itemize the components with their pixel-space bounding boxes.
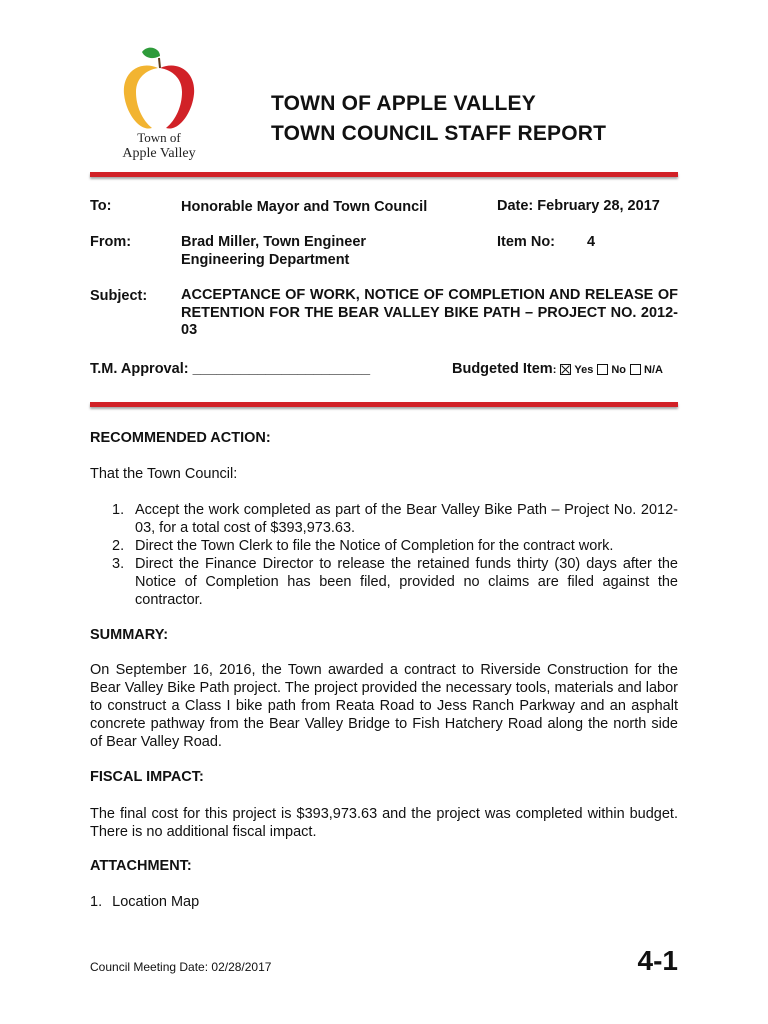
recommended-intro: That the Town Council: [90,466,238,482]
subject-text: ACCEPTANCE OF WORK, NOTICE OF COMPLETION AND RELEASE OF RETENTION FOR THE BEAR VALLEY BIKE PATH – PROJECT NO. 2012-03 [181,287,678,338]
subject-label: Subject: [90,288,148,304]
approval-field [90,361,370,377]
no-label: No [611,364,627,376]
summary-heading: SUMMARY: [90,627,169,643]
attachment-number: 1. [90,894,103,910]
bottom-divider [90,402,678,407]
no-checkbox[interactable] [597,364,608,375]
list-item-number: 2. [112,538,125,554]
approval-signature-line: ______________________ [192,361,371,377]
apple-logo-icon [118,46,200,138]
date-value: February 28, 2017 [537,198,660,214]
na-label: N/A [644,364,663,376]
recommended-list [90,501,678,609]
from-line-1: Brad Miller, Town Engineer [181,234,367,250]
list-item [90,555,678,609]
attachment-heading: ATTACHMENT: [90,858,192,874]
meeting-date: Council Meeting Date: 02/28/2017 [90,960,272,974]
logo-line-1: Town of [137,130,181,145]
fiscal-text: The final cost for this project is $393,973.63 and the project was completed within budget. There is no additional fiscal impact. [90,806,678,840]
summary-text: On September 16, 2016, the Town awarded a contract to Riverside Construction for the Bear Valley Bike Path project. The project provided the necessary tools, materials and labor to construct a Class I bike path from Reata Road to Jess Ranch Parkway and an asphalt concrete pathway from the Bear Valley Bridge to Fish Hatchery Road along the north side of Bear Valley Road. [90,662,678,750]
attachment-link: Location Map [112,894,200,910]
to-label: To: [90,198,112,214]
recommended-heading: RECOMMENDED ACTION: [90,430,271,446]
attachment-item [90,894,199,910]
top-divider [90,172,678,177]
title-line-1: TOWN OF APPLE VALLEY [271,92,536,115]
na-checkbox[interactable] [630,364,641,375]
page-number: 4-1 [637,945,678,976]
fiscal-heading: FISCAL IMPACT: [90,769,204,785]
list-item-number: 3. [112,556,125,572]
from-label: From: [90,234,132,250]
list-item-text: Direct the Town Clerk to file the Notice of Completion for the contract work. [135,538,614,554]
budgeted-item: Budgeted Item: Yes No N/A [452,361,663,377]
list-item [90,537,678,555]
item-value: 4 [587,234,596,250]
yes-label: Yes [574,364,594,376]
approval-label: T.M. Approval: [90,361,189,377]
list-item-text: Direct the Finance Director to release the retained funds thirty (30) days after the Notice of Completion has been filed, provided no claims are filed against the contractor. [135,556,678,608]
budgeted-label: Budgeted Item [452,361,553,377]
town-logo [118,46,200,168]
list-item [90,501,678,537]
from-line-2: Engineering Department [181,252,350,268]
item-label: Item No: [497,234,555,250]
title-line-2: TOWN COUNCIL STAFF REPORT [271,122,607,145]
list-item-number: 1. [112,502,125,518]
list-item-text: Accept the work completed as part of the Bear Valley Bike Path – Project No. 2012-03, for a total cost of $393,973.63. [135,502,678,536]
logo-line-2: Apple Valley [122,146,196,161]
yes-checkbox[interactable] [560,364,571,375]
date-field [497,198,660,214]
date-label: Date: [497,198,534,214]
to-value: Honorable Mayor and Town Council [181,199,428,215]
